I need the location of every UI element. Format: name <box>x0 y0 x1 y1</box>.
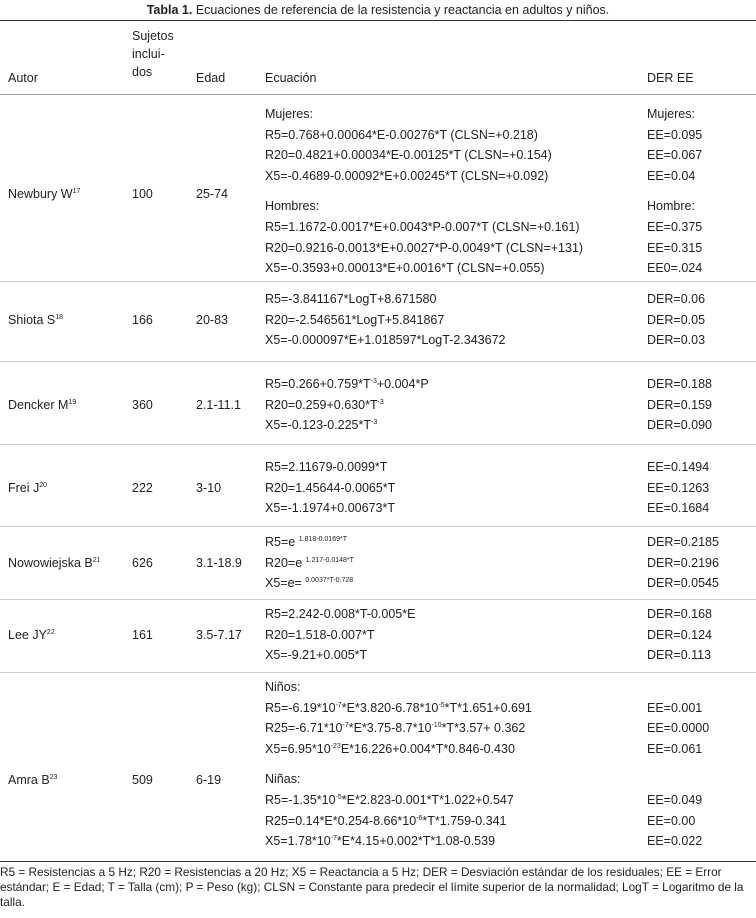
author-newbury: Newbury $W^{17}$ <box>8 187 81 201</box>
author-dencker: Dencker $M^{19}$ <box>8 398 77 412</box>
top-rule <box>0 20 756 21</box>
age-frei: 3-10 <box>196 481 222 495</box>
equations-frei: R5=2.11679-0.0099*T R20=1.45644-0.0065*T X5=-1.1974+0.00673*T <box>265 460 396 516</box>
subjects-dencker: 360 <box>132 398 153 412</box>
header-equation: Ecuación <box>265 71 317 85</box>
subjects-newbury: 100 <box>132 187 153 201</box>
age-dencker: 2.1-11.1 <box>196 398 241 412</box>
row-rule <box>0 444 756 445</box>
bottom-rule <box>0 861 756 862</box>
equations-nowowiejska: R5=e $^{1.818-0.0169*T}$ R20=e $^{1.217-0.0148*T}$ X5=e= $^{0.0037*T-0.728}$ <box>265 535 354 591</box>
equations-amra: Niños: $R5=-6.19*10^{-7}*E*3.820-6.78*10^{-5}*T*1.651+0.691$ $R25=-6.71*10^{-7}*E*3.75-8.7*10^{-10}*T*3.57+ 0.362$ $X5=6.95*10^{-23}E*16.226+0.004*T*0.846-0.430$ Niñas: $R5=-1.35*10^{-5}*E*2.823-0.001*T*1.022+0.547$ $R25=0.14*E*0.254-8.66*10^{-6}*T*1.759-0.341$ $X5=1.78*10^{-7}*E*4.15+0.002*T*1.08-0.539$ <box>265 680 532 849</box>
row-rule <box>0 599 756 600</box>
author-amra: Amra $B^{23}$ <box>8 773 58 787</box>
equations-shiota: R5=-3.841167*LogT+8.671580 R20=-2.546561*LogT+5.841867 X5=-0.000097*E+1.018597*LogT-2.343672 <box>265 292 506 348</box>
author-shiota: Shiota $S^{18}$ <box>8 313 64 327</box>
row-rule <box>0 672 756 673</box>
age-nowowiejska: 3.1-18.9 <box>196 556 242 570</box>
equations-newbury: Mujeres: R5=0.768+0.00064*E-0.00276*T (CLSN=+0.218) R20=0.4821+0.00034*E-0.00125*T (CLSN=+0.154) X5=-0.4689-0.00092*E+0.00245*T (CLSN=+0.092) Hombres: R5=1.1672-0.0017*E+0.0043*P-0.007*T (CLSN=+0.161) R20=0.9216-0.0013*E+0.0027*P-0.0049*T (CLSN=+131) X5=-0.3593+0.00013*E+0.0016*T (CLSN=+0.055) <box>265 107 584 276</box>
equations-dencker: $R5=0.266+0.759*T^{-3}+0.004*P$ $R20=0.259+0.630*T^{-3}$ $X5=-0.123-0.225*T^{-3}$ <box>265 377 429 433</box>
subjects-frei: 222 <box>132 481 153 495</box>
author-frei: Frei $J^{20}$ <box>8 481 48 495</box>
equations-lee: R5=2.242-0.008*T-0.005*E R20=1.518-0.007*T X5=-9.21+0.005*T <box>265 607 416 663</box>
caption-label: Tabla 1. <box>146 3 193 17</box>
der-shiota: DER=0.06 DER=0.05 DER=0.03 <box>647 292 706 348</box>
table-caption <box>0 2 756 18</box>
caption-text: Ecuaciones de referencia de la resistencia y reactancia en adultos y niños. <box>195 3 610 17</box>
header-age: Edad <box>196 71 226 85</box>
row-rule <box>0 361 756 362</box>
der-newbury: Mujeres: EE=0.095 EE=0.067 EE=0.04 Hombre: EE=0.375 EE=0.315 EE0=.024 <box>647 107 703 276</box>
footnote: R5 = Resistencias a 5 Hz; R20 = Resistencias a 20 Hz; X5 = Reactancia a 5 Hz; DER = Desviación estándar de los residuales; EE = Error estándar; E = Edad; T = Talla (cm); P = Peso (kg); CLSN = Constante para predecir el límite superior de la normalidad; LogT = Logaritmo de la talla. <box>0 865 744 909</box>
der-amra: EE=0.001 EE=0.0000 EE=0.061 EE=0.049 EE=0.00 EE=0.022 <box>647 700 710 849</box>
der-lee: DER=0.168 DER=0.124 DER=0.113 <box>647 607 712 663</box>
der-frei: EE=0.1494 EE=0.1263 EE=0.1684 <box>647 460 710 516</box>
header-subjects: Sujetos inclui- dos <box>132 29 174 79</box>
header-author: Autor <box>8 71 38 85</box>
subjects-amra: 509 <box>132 773 153 787</box>
subjects-lee: 161 <box>132 628 153 642</box>
header-der: DER EE <box>647 71 694 85</box>
der-nowowiejska: DER=0.2185 DER=0.2196 DER=0.0545 <box>647 535 719 591</box>
age-amra: 6-19 <box>196 773 222 787</box>
subjects-shiota: 166 <box>132 313 153 327</box>
subjects-nowowiejska: 626 <box>132 556 153 570</box>
age-shiota: 20-83 <box>196 313 228 327</box>
author-lee: Lee JY$^{22}$ <box>8 628 55 642</box>
age-lee: 3.5-7.17 <box>196 628 242 642</box>
row-rule <box>0 281 756 282</box>
author-nowowiejska: Nowowiejska $B^{21}$ <box>8 556 101 570</box>
row-rule <box>0 526 756 527</box>
der-dencker: DER=0.188 DER=0.159 DER=0.090 <box>647 377 712 433</box>
age-newbury: 25-74 <box>196 187 228 201</box>
header-rule <box>0 94 756 95</box>
